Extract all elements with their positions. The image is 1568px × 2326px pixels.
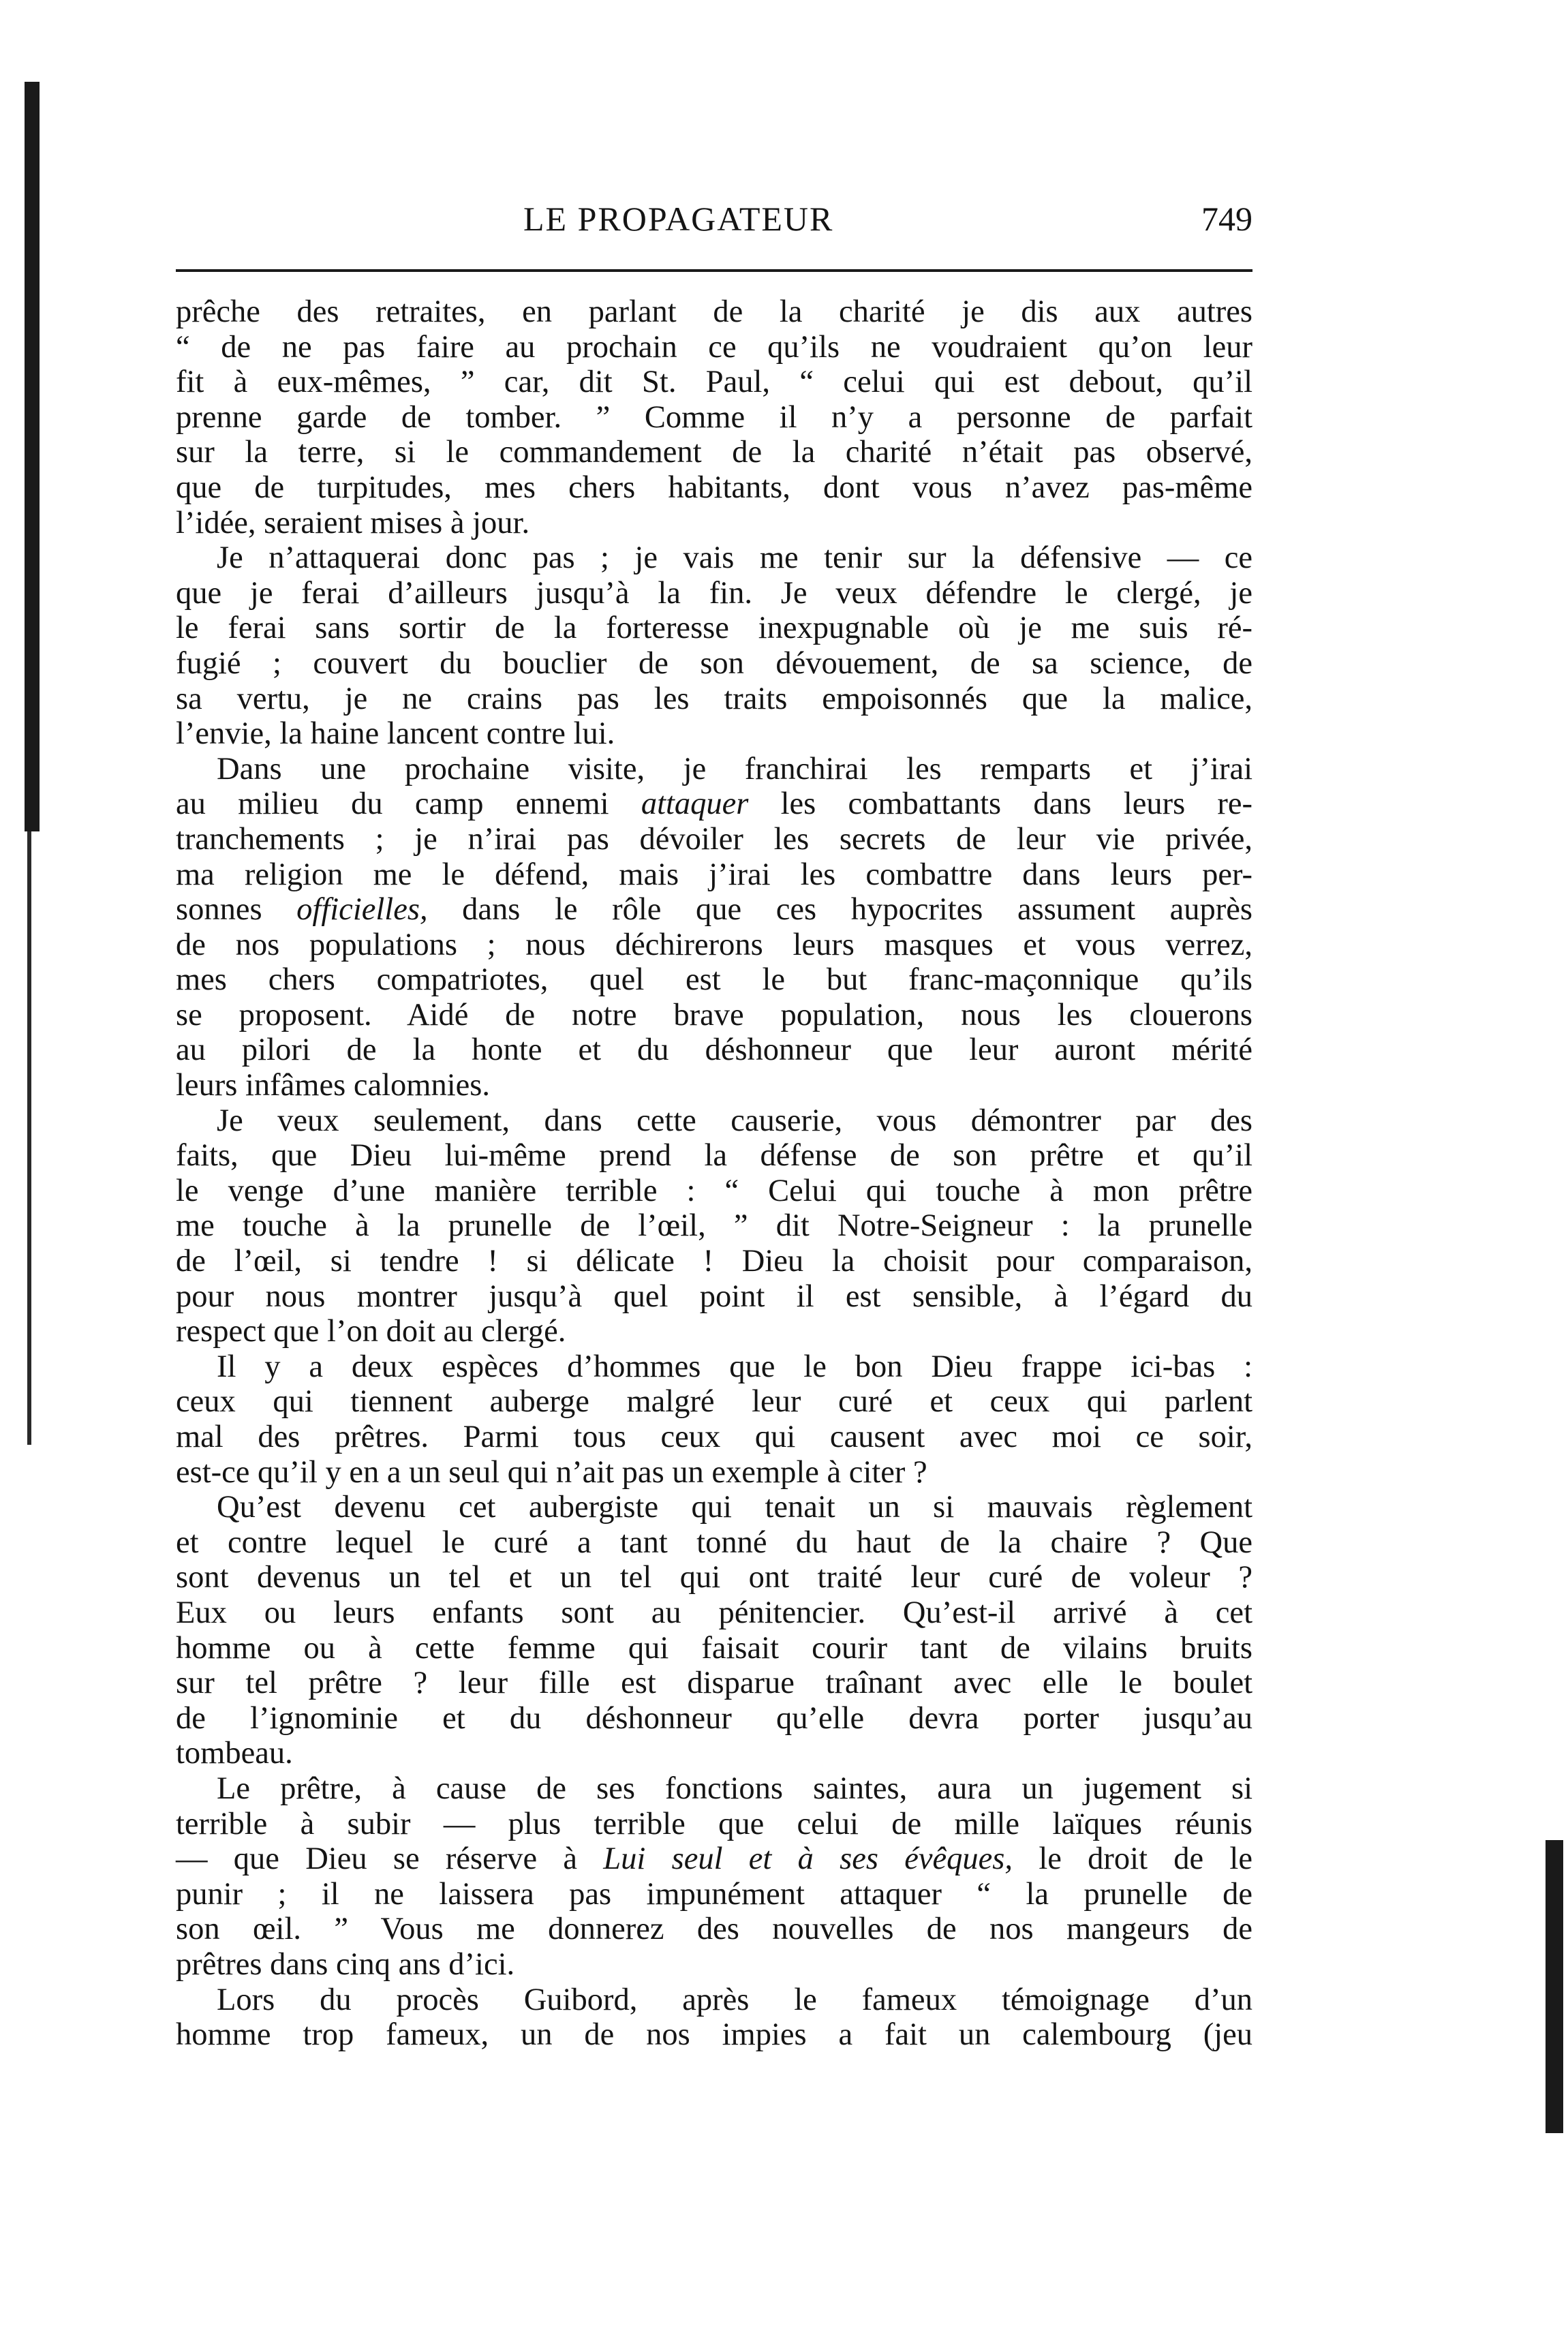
line-text: les combattants dans leurs re-: [748, 786, 1252, 822]
text-line: [176, 822, 1252, 857]
text-line: [176, 1877, 1252, 1912]
text-line: [176, 540, 1252, 576]
text-line: [176, 1841, 1252, 1877]
italic-text: attaquer: [641, 786, 749, 822]
text-line: [176, 1701, 1252, 1736]
text-line: [176, 1314, 1252, 1349]
line-text: Le prêtre, à cause de ses fonctions saintes, aura un jugement si: [217, 1771, 1252, 1806]
line-text: est-ce qu’il y en a un seul qui n’ait pas un exemple à citer ?: [176, 1454, 927, 1490]
text-line: [176, 1631, 1252, 1666]
line-text: respect que l’on doit au clergé.: [176, 1314, 566, 1349]
line-text: le venge d’une manière terrible : “ Celui qui touche à mon prêtre: [176, 1173, 1252, 1208]
text-line: [176, 682, 1252, 717]
text-line: [176, 330, 1252, 365]
line-text: le droit de le: [1013, 1841, 1252, 1877]
line-text: de nos populations ; nous déchirerons leurs masques et vous verrez,: [176, 927, 1252, 962]
line-text: faits, que Dieu lui-même prend la défense de son prêtre et qu’il: [176, 1138, 1252, 1174]
line-text: pour nous montrer jusqu’à quel point il est sensible, à l’égard du: [176, 1279, 1252, 1314]
text-line: [176, 1420, 1252, 1455]
line-text: se proposent. Aidé de notre brave population, nous les clouerons: [176, 997, 1252, 1032]
line-text: et contre lequel le curé a tant tonné du haut de la chaire ? Que: [176, 1525, 1252, 1560]
line-text: Qu’est devenu cet aubergiste qui tenait un si mauvais règlement: [217, 1490, 1252, 1525]
line-text: mes chers compatriotes, quel est le but franc-maçonnique qu’ils: [176, 962, 1252, 998]
text-line: [176, 576, 1252, 611]
text-line: [176, 1138, 1252, 1174]
text-line: [176, 1912, 1252, 1947]
binding-shadow-left-thin: [27, 831, 31, 1445]
line-text: prêtres dans cinq ans d’ici.: [176, 1946, 515, 1982]
line-text: terrible à subir — plus terrible que celui de mille laïques réunis: [176, 1806, 1252, 1841]
text-line: [176, 2017, 1252, 2053]
page-number: 749: [1201, 200, 1252, 238]
text-line: [176, 1244, 1252, 1279]
line-text: mal des prêtres. Parmi tous ceux qui causent avec moi ce soir,: [176, 1420, 1252, 1454]
text-line: [176, 646, 1252, 682]
line-text: sur tel prêtre ? leur fille est disparue traînant avec elle le boulet: [176, 1666, 1252, 1701]
line-text: ma religion me le défend, mais j’irai les combattre dans leurs per-: [176, 857, 1252, 892]
text-line: [176, 1103, 1252, 1139]
line-text: sa vertu, je ne crains pas les traits empoisonnés que la malice,: [176, 681, 1252, 716]
text-line: [176, 1208, 1252, 1244]
line-text: sonnes: [176, 892, 297, 928]
text-line: [176, 611, 1252, 646]
text-line: [176, 1174, 1252, 1209]
line-text: que de turpitudes, mes chers habitants, dont vous n’avez pas-même: [176, 470, 1252, 505]
line-text: Il y a deux espèces d’hommes que le bon Dieu frappe ici-bas :: [217, 1349, 1252, 1384]
text-line: [176, 1807, 1252, 1842]
line-text: Dans une prochaine visite, je franchirai les remparts et j’irai: [217, 751, 1252, 786]
line-text: homme trop fameux, un de nos impies a fait un calembourg (jeu: [176, 2017, 1252, 2053]
text-line: [176, 400, 1252, 435]
text-line: [176, 1736, 1252, 1771]
line-text: de l’œil, si tendre ! si délicate ! Dieu la choisit pour comparaison,: [176, 1244, 1252, 1279]
line-text: sur la terre, si le commandement de la charité n’était pas observé,: [176, 435, 1252, 470]
body-text: [176, 294, 1252, 2121]
text-line: [176, 1771, 1252, 1807]
line-text: que je ferai d’ailleurs jusqu’à la fin. Je veux défendre le clergé, je: [176, 575, 1252, 611]
line-text: fugié ; couvert du bouclier de son dévouement, de sa science, de: [176, 645, 1252, 681]
text-line: [176, 365, 1252, 400]
running-title: LE PROPAGATEUR: [523, 200, 834, 238]
text-line: [176, 1349, 1252, 1385]
text-line: [176, 1455, 1252, 1490]
line-text: — que Dieu se réserve à: [176, 1841, 604, 1877]
line-text: l’envie, la haine lancent contre lui.: [176, 716, 615, 752]
line-text: au pilori de la honte et du déshonneur que leur auront mérité: [176, 1032, 1252, 1068]
text-line: [176, 716, 1252, 752]
binding-shadow-left: [25, 82, 40, 831]
text-line: [176, 506, 1252, 541]
line-text: l’idée, seraient mises à jour.: [176, 505, 530, 540]
text-line: [176, 1595, 1252, 1631]
text-line: [176, 998, 1252, 1033]
text-line: [176, 786, 1252, 822]
line-text: le ferai sans sortir de la forteresse inexpugnable où je me suis ré-: [176, 611, 1252, 646]
line-text: tranchements ; je n’irai pas dévoiler les secrets de leur vie privée,: [176, 821, 1252, 857]
line-text: son œil. ” Vous me donnerez des nouvelles de nos mangeurs de: [176, 1912, 1252, 1947]
text-line: [176, 1384, 1252, 1420]
text-line: [176, 1666, 1252, 1701]
line-text: “ de ne pas faire au prochain ce qu’ils ne voudraient qu’on leur: [176, 329, 1252, 365]
text-line: [176, 1525, 1252, 1561]
page-header: [176, 199, 1252, 254]
text-line: [176, 1947, 1252, 1983]
text-line: [176, 1032, 1252, 1068]
text-line: [176, 470, 1252, 506]
line-text: prêche des retraites, en parlant de la charité je dis aux autres: [176, 294, 1252, 329]
text-line: [176, 857, 1252, 893]
line-text: au milieu du camp ennemi: [176, 786, 641, 822]
line-text: dans le rôle que ces hypocrites assument auprès: [427, 892, 1252, 928]
line-text: tombeau.: [176, 1736, 293, 1771]
text-line: [176, 1068, 1252, 1103]
line-text: fit à eux-mêmes, ” car, dit St. Paul, “ celui qui est debout, qu’il: [176, 365, 1252, 400]
text-line: [176, 892, 1252, 928]
text-line: [176, 294, 1252, 330]
text-line: [176, 928, 1252, 963]
italic-text: officielles,: [296, 892, 428, 928]
text-line: [176, 962, 1252, 998]
line-text: leurs infâmes calomnies.: [176, 1068, 490, 1103]
line-text: homme ou à cette femme qui faisait courir tant de vilains bruits: [176, 1630, 1252, 1666]
text-line: [176, 1560, 1252, 1595]
line-text: prenne garde de tomber. ” Comme il n’y a personne de parfait: [176, 399, 1252, 435]
line-text: Je veux seulement, dans cette causerie, vous démontrer par des: [217, 1103, 1252, 1138]
line-text: Je n’attaquerai donc pas ; je vais me tenir sur la défensive — ce: [217, 540, 1252, 576]
text-line: [176, 752, 1252, 787]
text-line: [176, 1983, 1252, 2018]
header-rule: [176, 269, 1252, 272]
line-text: sont devenus un tel et un tel qui ont traité leur curé de voleur ?: [176, 1560, 1252, 1595]
line-text: me touche à la prunelle de l’œil, ” dit Notre-Seigneur : la prunelle: [176, 1208, 1252, 1244]
binding-shadow-right: [1546, 1840, 1563, 2133]
italic-text: Lui seul et à ses évêques,: [603, 1841, 1013, 1877]
text-line: [176, 435, 1252, 470]
line-text: ceux qui tiennent auberge malgré leur curé et ceux qui parlent: [176, 1384, 1252, 1420]
line-text: de l’ignominie et du déshonneur qu’elle devra porter jusqu’au: [176, 1700, 1252, 1736]
text-line: [176, 1490, 1252, 1525]
line-text: punir ; il ne laissera pas impunément attaquer “ la prunelle de: [176, 1876, 1252, 1912]
text-line: [176, 1279, 1252, 1315]
line-text: Eux ou leurs enfants sont au pénitencier. Qu’est-il arrivé à cet: [176, 1595, 1252, 1630]
line-text: Lors du procès Guibord, après le fameux témoignage d’un: [217, 1982, 1252, 2017]
